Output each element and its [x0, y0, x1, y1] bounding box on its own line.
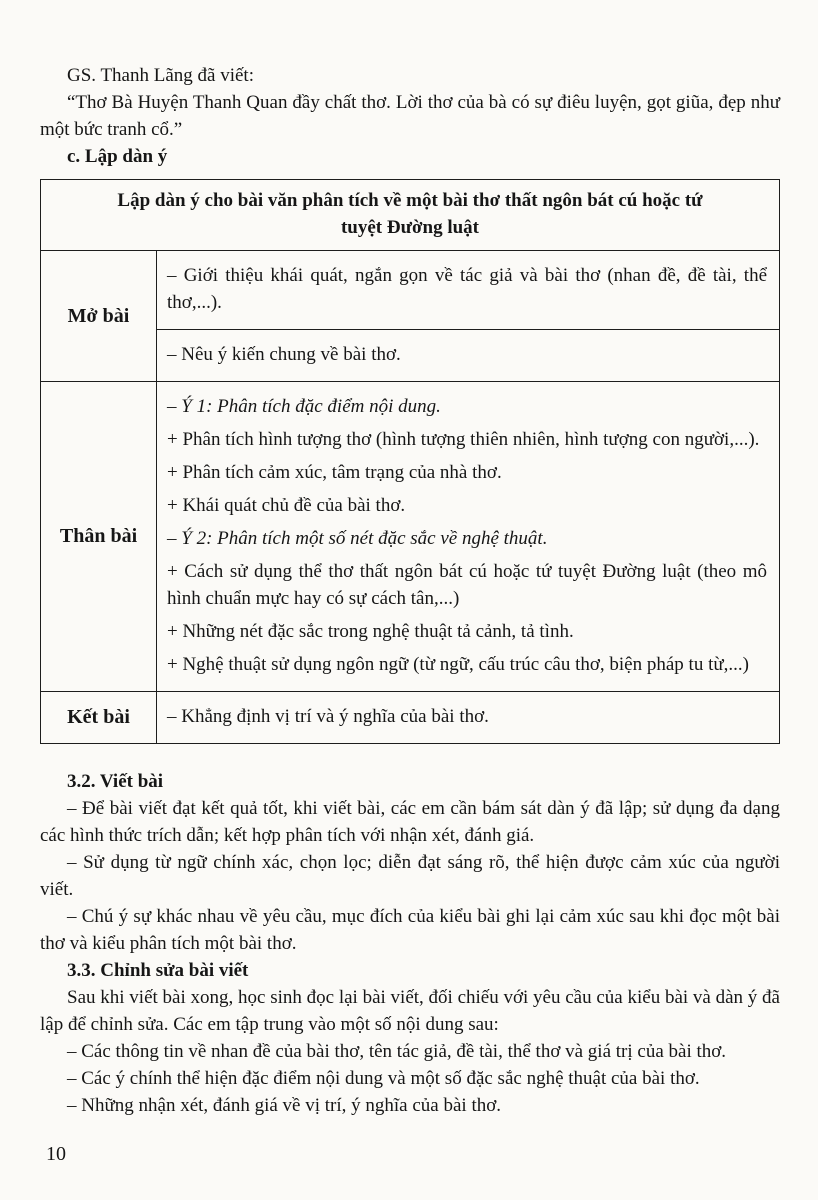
- than-bai-cell: [157, 382, 780, 692]
- heading-viet-bai: 3.2. Viết bài: [67, 771, 164, 792]
- row-mo-bai-1: [41, 251, 780, 330]
- table-title-row: [41, 180, 780, 251]
- ket-bai-cell: [157, 692, 780, 744]
- paragraph: Sau khi viết bài xong, học sinh đọc lại bài viết, đối chiếu với yêu cầu của kiểu bài và dàn ý đã lập để chỉnh sửa. Các em tập trung vào một số nội dung sau:: [40, 987, 780, 1035]
- outline-item: – Ý 2: Phân tích một số nét đặc sắc về nghệ thuật.: [167, 528, 548, 549]
- intro-attribution: GS. Thanh Lãng đã viết:: [67, 65, 254, 86]
- mo-bai-cell-2: [157, 330, 780, 382]
- row-ket-bai: [41, 692, 780, 744]
- outline-item: – Nêu ý kiến chung về bài thơ.: [167, 344, 401, 365]
- outline-item: – Khẳng định vị trí và ý nghĩa của bài thơ.: [167, 706, 489, 727]
- row-than-bai: [41, 382, 780, 692]
- outline-item: – Ý 1: Phân tích đặc điểm nội dung.: [167, 396, 441, 417]
- paragraph: – Các ý chính thể hiện đặc điểm nội dung và một số đặc sắc nghệ thuật của bài thơ.: [67, 1068, 700, 1089]
- table-title: Lập dàn ý cho bài văn phân tích về một bài thơ thất ngôn bát cú hoặc tứ tuyệt Đường luật: [117, 190, 703, 238]
- outline-table: [40, 179, 780, 744]
- outline-item: + Nghệ thuật sử dụng ngôn ngữ (từ ngữ, cấu trúc câu thơ, biện pháp tu từ,...): [167, 654, 749, 675]
- heading-chinh-sua-bai-viet: 3.3. Chỉnh sửa bài viết: [67, 960, 249, 981]
- row-label-ket-bai: Kết bài: [41, 692, 157, 744]
- heading-lap-dan-y: c. Lập dàn ý: [67, 146, 168, 167]
- row-label-mo-bai: Mở bài: [41, 251, 157, 382]
- outline-item: + Phân tích cảm xúc, tâm trạng của nhà thơ.: [167, 462, 502, 483]
- outline-item: + Phân tích hình tượng thơ (hình tượng thiên nhiên, hình tượng con người,...).: [167, 429, 760, 450]
- body-text: [40, 768, 780, 1119]
- paragraph: – Để bài viết đạt kết quả tốt, khi viết bài, các em cần bám sát dàn ý đã lập; sử dụng đa dạng các hình thức trích dẫn; kết hợp phân tích với nhận xét, đánh giá.: [40, 798, 780, 846]
- row-label-than-bai: Thân bài: [41, 382, 157, 692]
- outline-item: – Giới thiệu khái quát, ngắn gọn về tác giả và bài thơ (nhan đề, đề tài, thể thơ,...).: [167, 265, 767, 313]
- outline-item: + Khái quát chủ đề của bài thơ.: [167, 495, 406, 516]
- outline-item: + Cách sử dụng thể thơ thất ngôn bát cú hoặc tứ tuyệt Đường luật (theo mô hình chuẩn mực hay có sự cách tân,...): [167, 561, 767, 609]
- table-title-cell: [41, 180, 780, 251]
- paragraph: – Sử dụng từ ngữ chính xác, chọn lọc; diễn đạt sáng rõ, thể hiện được cảm xúc của người viết.: [40, 852, 780, 900]
- paragraph: – Chú ý sự khác nhau về yêu cầu, mục đích của kiểu bài ghi lại cảm xúc sau khi đọc một bài thơ và kiểu phân tích một bài thơ.: [40, 906, 780, 954]
- page-number: 10: [46, 1143, 66, 1165]
- paragraph: – Các thông tin về nhan đề của bài thơ, tên tác giả, đề tài, thể thơ và giá trị của bài thơ.: [67, 1041, 727, 1062]
- outline-item: + Những nét đặc sắc trong nghệ thuật tả cảnh, tả tình.: [167, 621, 574, 642]
- mo-bai-cell-1: [157, 251, 780, 330]
- intro-quote: “Thơ Bà Huyện Thanh Quan đầy chất thơ. Lời thơ của bà có sự điêu luyện, gọt giũa, đẹp như một bức tranh cổ.”: [40, 92, 780, 140]
- paragraph: – Những nhận xét, đánh giá về vị trí, ý nghĩa của bài thơ.: [67, 1095, 502, 1116]
